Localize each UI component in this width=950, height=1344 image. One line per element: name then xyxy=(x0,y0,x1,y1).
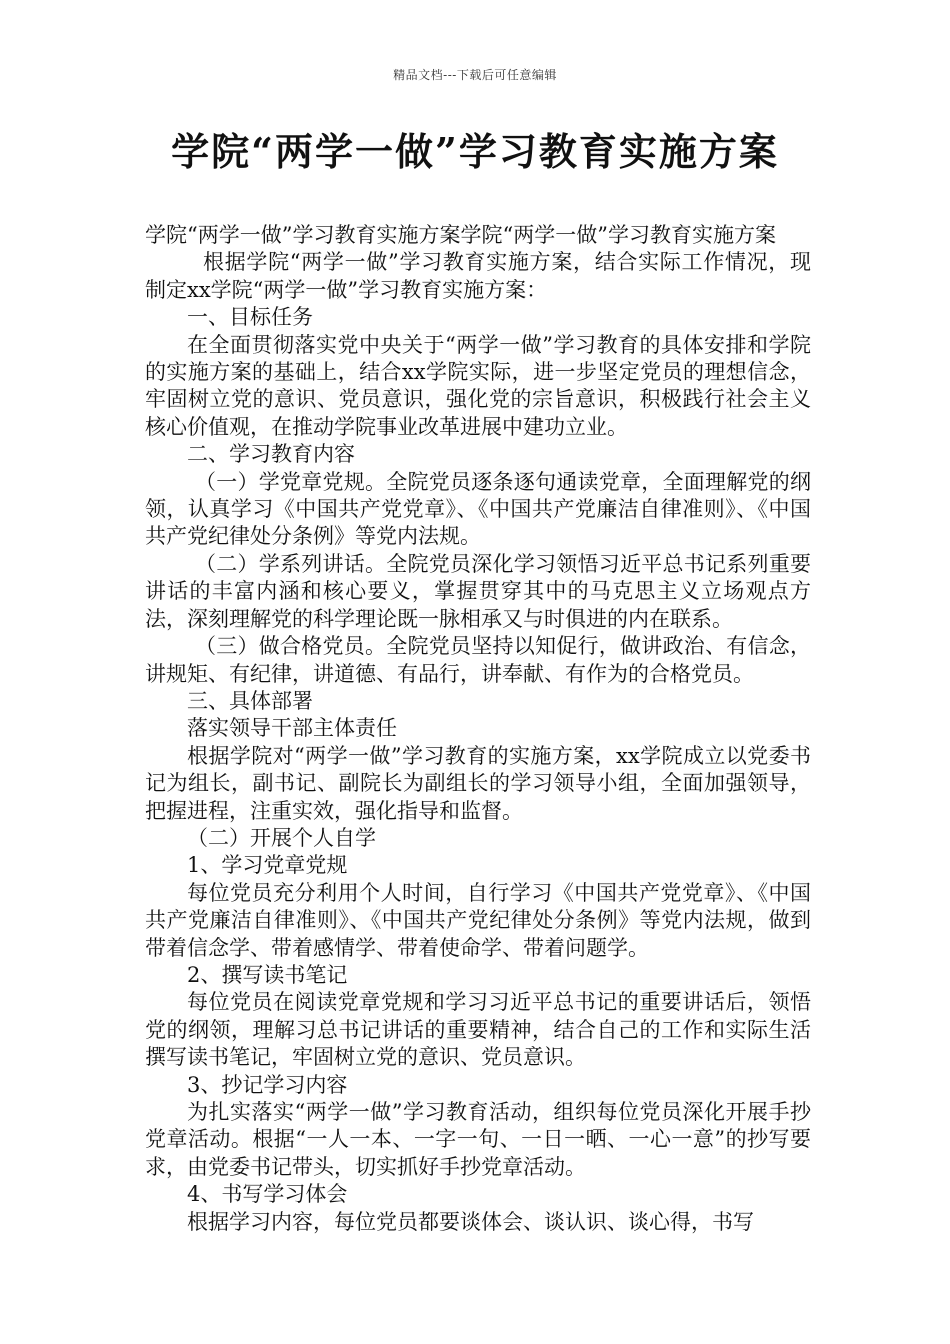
section-heading: 一、目标任务 xyxy=(187,305,313,330)
paragraph: 根据学院对“两学一做”学习教育的实施方案，xx学院成立以党委书记为组长，副书记、副院长为副组长的学习领导小组，全面加强领导，把握进程，注重实效，强化指导和监督。 xyxy=(145,743,811,823)
paragraph: 每位党员充分利用个人时间，自行学习《中国共产党党章》、《中国共产党廉洁自律准则》、《中国共产党纪律处分条例》等党内法规，做到带着信念学、带着感情学、带着使命学、带着问题学。 xyxy=(145,880,811,960)
paragraph: （一）学党章党规。全院党员逐条逐句通读党章，全面理解党的纲领，认真学习《中国共产党党章》、《中国共产党廉洁自律准则》、《中国共产党纪律处分条例》等党内法规。 xyxy=(145,469,811,549)
paragraph: 每位党员在阅读党章党规和学习习近平总书记的重要讲话后，领悟党的纲领，理解习总书记讲话的重要精神，结合自己的工作和实际生活撰写读书笔记，牢固树立党的意识、党员意识。 xyxy=(145,990,811,1070)
paragraph: 根据学院“两学一做”学习教育实施方案，结合实际工作情况，现制定xx学院“两学一做”学习教育实施方案： xyxy=(145,250,811,302)
item-heading: 3、抄记学习内容 xyxy=(187,1072,348,1097)
paragraph: 根据学习内容，每位党员都要谈体会、谈认识、谈心得，书写 xyxy=(187,1209,754,1234)
paragraph: 在全面贯彻落实党中央关于“两学一做”学习教育的具体安排和学院的实施方案的基础上，结合xx学院实际，进一步坚定党员的理想信念，牢固树立党的意识、党员意识，强化党的宗旨意识，积极践行社会主义核心价值观，在推动学院事业改革进展中建功立业。 xyxy=(145,332,811,439)
paragraph: （二）学系列讲话。全院党员深化学习领悟习近平总书记系列重要讲话的丰富内涵和核心要义，掌握贯穿其中的马克思主义立场观点方法，深刻理解党的科学理论既一脉相承又与时俱进的内在联系。 xyxy=(145,551,811,631)
paragraph: （三）做合格党员。全院党员坚持以知促行，做讲政治、有信念，讲规矩、有纪律，讲道德、有品行，讲奉献、有作为的合格党员。 xyxy=(145,634,811,686)
item-heading: 4、书写学习体会 xyxy=(187,1182,348,1207)
document-body xyxy=(145,222,811,1236)
subsection-heading: 落实领导干部主体责任 xyxy=(187,716,397,741)
item-heading: 1、学习党章党规 xyxy=(187,853,348,878)
page-header: 精品文档---下载后可任意编辑 xyxy=(393,68,557,82)
item-heading: 2、撰写读书笔记 xyxy=(187,962,348,987)
document-title: 学院“两学一做”学习教育实施方案 xyxy=(171,129,779,174)
section-heading: 三、具体部署 xyxy=(187,688,313,713)
section-heading: 二、学习教育内容 xyxy=(187,442,355,467)
subsection-heading: （二）开展个人自学 xyxy=(187,825,376,850)
paragraph: 为扎实落实“两学一做”学习教育活动，组织每位党员深化开展手抄党章活动。根据“一人一本、一字一句、一日一晒、一心一意”的抄写要求，由党委书记带头，切实抓好手抄党章活动。 xyxy=(145,1100,811,1179)
paragraph: 学院“两学一做”学习教育实施方案学院“两学一做”学习教育实施方案 xyxy=(145,223,776,247)
